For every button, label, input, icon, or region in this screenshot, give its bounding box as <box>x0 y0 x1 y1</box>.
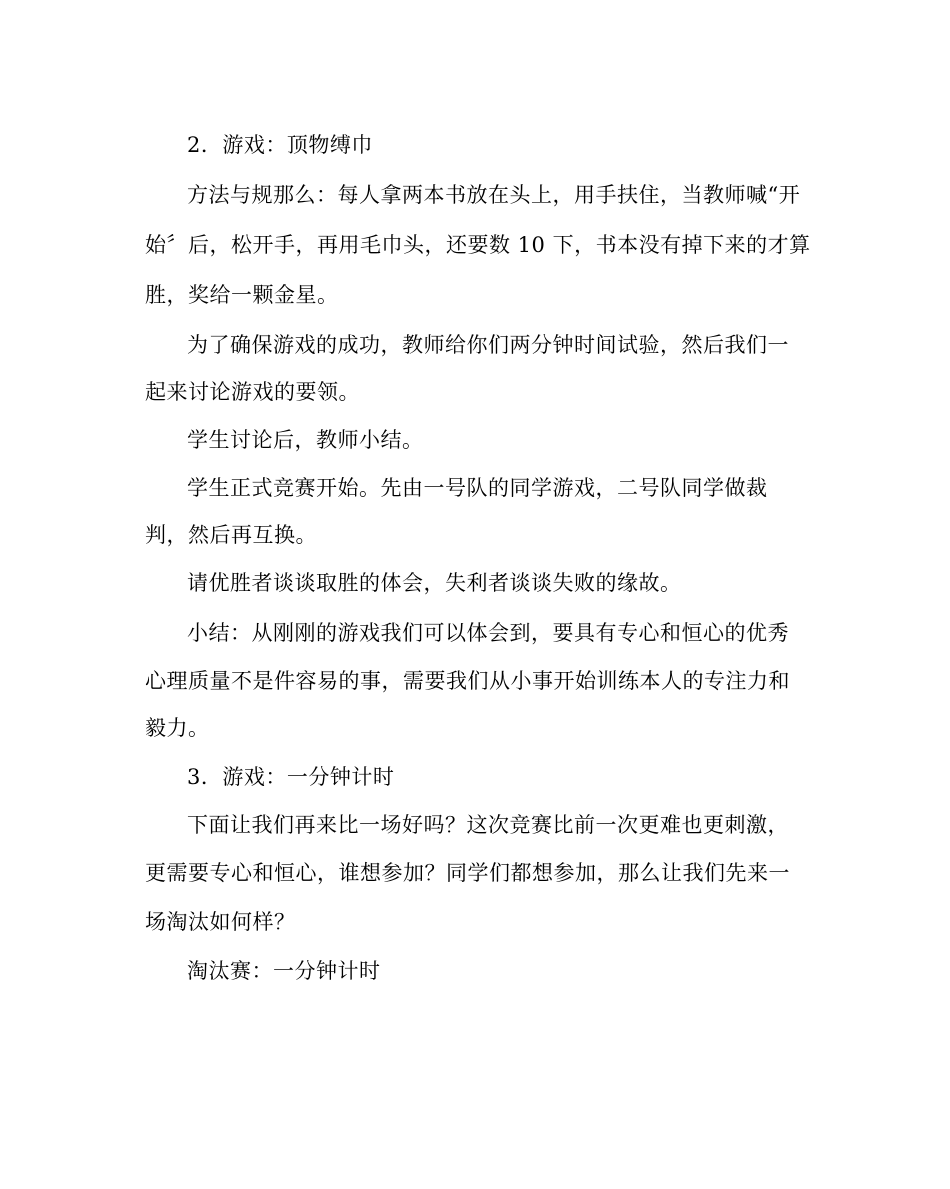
paragraph-line: 学生讨论后，教师小结。 <box>187 428 424 452</box>
paragraph-line: 判，然后再互换。 <box>145 523 317 547</box>
paragraph-line: 方法与规那么：每人拿两本书放在头上，用手扶住，当教师喊“开 <box>187 183 801 207</box>
paragraph-line: 场淘汰如何样？ <box>145 910 296 934</box>
heading-game-3: 3．游戏：一分钟计时 <box>187 765 395 789</box>
paragraph-line: 淘汰赛：一分钟计时 <box>187 959 381 983</box>
paragraph-line: 更需要专心和恒心，谁想参加？同学们都想参加，那么让我们先来一 <box>145 861 790 885</box>
paragraph-line: 学生正式竞赛开始。先由一号队的同学游戏，二号队同学做裁 <box>187 476 768 500</box>
paragraph-line: 毅力。 <box>145 716 210 740</box>
paragraph-line: 起来讨论游戏的要领。 <box>145 380 360 404</box>
paragraph-line: 始〞后，松开手，再用毛巾头，还要数 10 下，书本没有掉下来的才算 <box>145 233 811 257</box>
paragraph-line: 胜，奖给一颗金星。 <box>145 283 339 307</box>
paragraph-line: 为了确保游戏的成功，教师给你们两分钟时间试验，然后我们一 <box>187 333 789 357</box>
paragraph-line: 心理质量不是件容易的事，需要我们从小事开始训练本人的专注力和 <box>145 669 790 693</box>
paragraph-line: 下面让我们再来比一场好吗？这次竞赛比前一次更难也更刺激， <box>187 813 789 837</box>
paragraph-line: 请优胜者谈谈取胜的体会，失利者谈谈失败的缘故。 <box>187 571 682 595</box>
paragraph-line: 小结：从刚刚的游戏我们可以体会到，要具有专心和恒心的优秀 <box>187 621 789 645</box>
heading-game-2: 2．游戏：顶物缚巾 <box>187 133 373 157</box>
